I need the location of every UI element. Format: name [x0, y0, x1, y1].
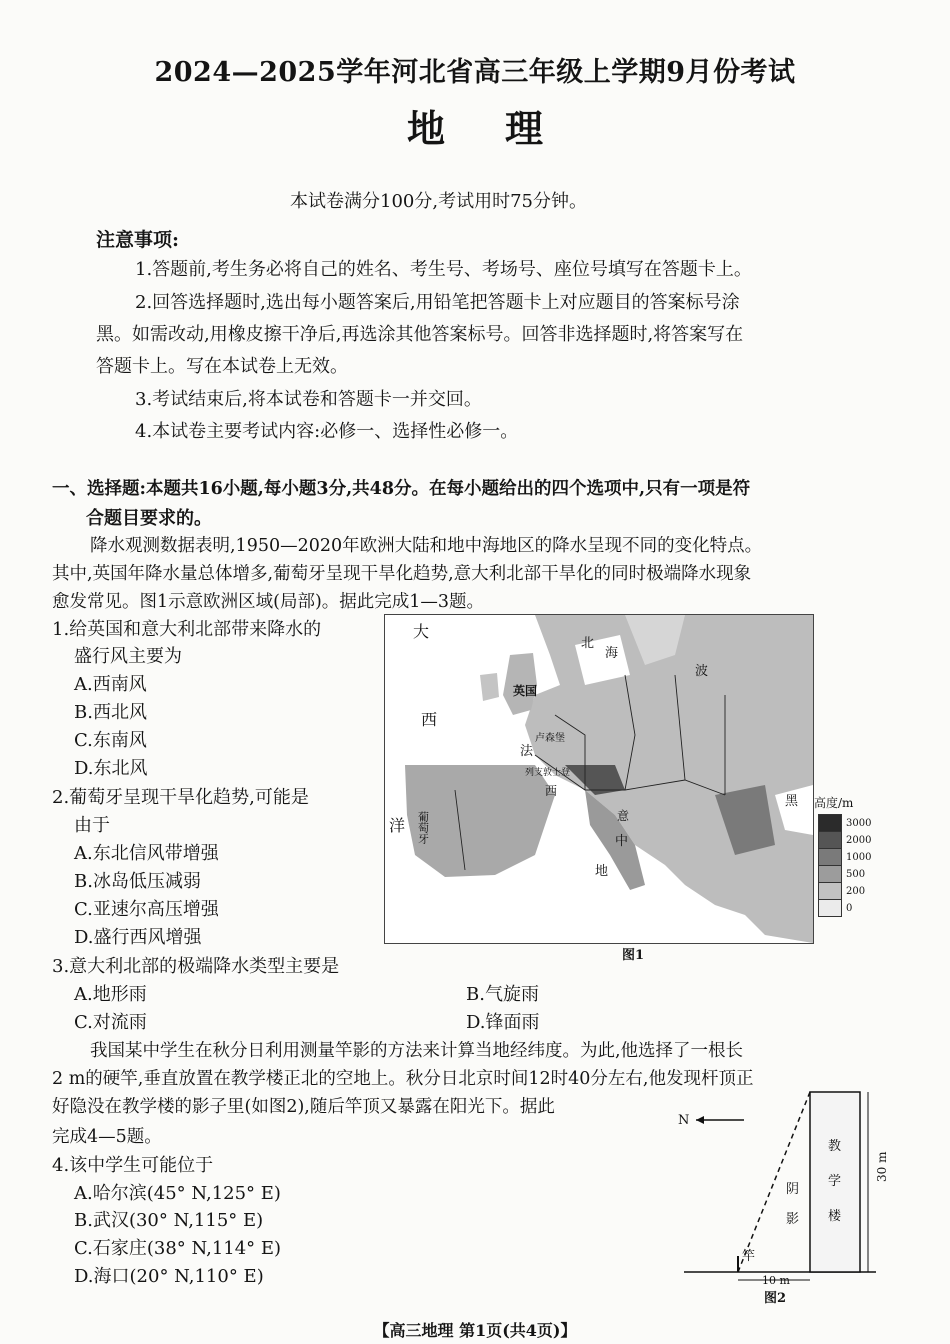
notice-line: 3.考试结束后,将本试卷和答题卡一并交回。	[135, 389, 482, 410]
legend-label: 3000	[846, 818, 872, 829]
subject-title: 地理	[406, 106, 603, 151]
label-portugal: 葡萄牙	[416, 811, 430, 844]
q3-stem: 3.意大利北部的极端降水类型主要是	[52, 956, 340, 977]
shadow-ray	[738, 1092, 810, 1272]
north-arrow-icon	[696, 1116, 744, 1124]
q4-stem: 4.该中学生可能位于	[52, 1155, 214, 1176]
q3-option-d: D.锋面雨	[466, 1012, 540, 1033]
legend-swatch-1000	[818, 848, 842, 866]
legend-label: 0	[846, 903, 853, 914]
shadow-label-char: 影	[786, 1212, 800, 1227]
legend-label: 200	[846, 886, 866, 897]
label-bei: 北	[581, 636, 595, 651]
pole-label: 竿	[742, 1249, 756, 1264]
notice-heading: 注意事项:	[96, 229, 180, 251]
q4-option-d: D.海口(20° N,110° E)	[74, 1266, 264, 1287]
q1-option-b: B.西北风	[74, 702, 147, 723]
label-lie: 列支敦士登	[525, 768, 571, 778]
label-yang: 洋	[389, 816, 406, 835]
q1-option-a: A.西南风	[74, 674, 147, 695]
q4-option-c: C.石家庄(38° N,114° E)	[74, 1238, 282, 1259]
q2-stem: 2.葡萄牙呈现干旱化趋势,可能是	[52, 787, 309, 808]
q1-stem-cont: 盛行风主要为	[74, 646, 182, 667]
shadow-diagram	[676, 1080, 889, 1300]
q2-stem-cont: 由于	[74, 815, 110, 836]
label-da: 大	[413, 622, 430, 641]
label-bo: 波	[695, 664, 709, 679]
q2-option-a: A.东北信风带增强	[74, 843, 219, 864]
label-hai: 海	[605, 646, 619, 661]
label-hei: 黑	[785, 794, 799, 809]
europe-map-svg	[385, 615, 813, 943]
q4-option-b: B.武汉(30° N,115° E)	[74, 1210, 264, 1231]
label-uk: 英国	[513, 684, 538, 698]
label-di: 地	[595, 864, 609, 879]
legend-title: 高度/m	[814, 796, 854, 810]
label-zhong: 中	[615, 834, 629, 849]
ireland-landmass	[480, 673, 499, 701]
q2-option-c: C.亚速尔高压增强	[74, 899, 219, 920]
section-heading-cont: 合题目要求的。	[86, 508, 212, 529]
q2-option-b: B.冰岛低压减弱	[74, 871, 201, 892]
legend-label: 2000	[846, 835, 872, 846]
passage2-line: 2 m的硬竿,垂直放置在教学楼正北的空地上。秋分日北京时间12时40分左右,他发现杆顶正	[52, 1069, 754, 1089]
legend-swatch-500	[818, 865, 842, 883]
exam-info: 本试卷满分100分,考试用时75分钟。	[290, 191, 587, 212]
passage2-line: 好隐没在教学楼的影子里(如图2),随后竿顶又暴露在阳光下。据此	[52, 1097, 555, 1117]
passage2-line: 我国某中学生在秋分日利用测量竿影的方法来计算当地经纬度。为此,他选择了一根长	[90, 1041, 744, 1061]
page-footer: 【高三地理 第1页(共4页)】	[373, 1321, 577, 1340]
q1-option-c: C.东南风	[74, 730, 147, 751]
notice-line: 1.答题前,考生务必将自己的姓名、考生号、考场号、座位号填写在答题卡上。	[135, 259, 752, 280]
label-italy: 意	[617, 809, 630, 823]
q3-option-a: A.地形雨	[74, 984, 147, 1005]
q2-option-d: D.盛行西风增强	[74, 927, 202, 948]
shadow-diagram-svg	[676, 1080, 889, 1300]
q1-stem: 1.给英国和意大利北部带来降水的	[52, 619, 322, 640]
q3-option-c: C.对流雨	[74, 1012, 147, 1033]
building-label-char: 楼	[828, 1209, 842, 1224]
notice-line: 4.本试卷主要考试内容:必修一、选择性必修一。	[135, 421, 519, 442]
legend-label: 1000	[846, 852, 872, 863]
europe-map	[384, 614, 814, 944]
north-label: N	[678, 1113, 690, 1128]
figure2-caption: 图2	[764, 1291, 787, 1306]
section-heading: 一、选择题:本题共16小题,每小题3分,共48分。在每小题给出的四个选项中,只有一项是符	[52, 479, 751, 499]
figure1-caption: 图1	[622, 948, 645, 963]
elevation-legend	[814, 794, 894, 924]
legend-swatch-3000	[818, 814, 842, 832]
label-xi2: 西	[545, 784, 558, 798]
passage-line: 愈发常见。图1示意欧洲区域(局部)。据此完成1—3题。	[52, 592, 485, 612]
label-fa: 法	[520, 744, 534, 759]
legend-swatch-2000	[818, 831, 842, 849]
passage-line: 其中,英国年降水量总体增多,葡萄牙呈现干旱化趋势,意大利北部干旱化的同时极端降水现象	[52, 564, 752, 584]
height-label: 30 m	[875, 1151, 889, 1182]
notice-line: 答题卡上。写在本试卷上无效。	[96, 356, 348, 377]
distance-label: 10 m	[762, 1274, 790, 1287]
exam-title: 2024—2025学年河北省高三年级上学期9月份考试	[154, 57, 796, 88]
passage-line: 降水观测数据表明,1950—2020年欧洲大陆和地中海地区的降水呈现不同的变化特点。	[90, 536, 763, 556]
passage2-line: 完成4—5题。	[52, 1127, 162, 1147]
legend-swatch-0	[818, 899, 842, 917]
shadow-label-char: 阴	[786, 1182, 800, 1197]
label-lu: 卢森堡	[535, 733, 565, 744]
label-xi: 西	[421, 710, 438, 729]
notice-line: 2.回答选择题时,选出每小题答案后,用铅笔把答题卡上对应题目的答案标号涂	[135, 292, 740, 313]
building-label-char: 教	[828, 1139, 842, 1154]
q3-option-b: B.气旋雨	[466, 984, 539, 1005]
legend-label: 500	[846, 869, 866, 880]
notice-line: 黑。如需改动,用橡皮擦干净后,再选涂其他答案标号。回答非选择题时,将答案写在	[96, 324, 744, 345]
legend-swatch-200	[818, 882, 842, 900]
building-label-char: 学	[828, 1174, 842, 1189]
q1-option-d: D.东北风	[74, 758, 148, 779]
q4-option-a: A.哈尔滨(45° N,125° E)	[74, 1183, 281, 1204]
